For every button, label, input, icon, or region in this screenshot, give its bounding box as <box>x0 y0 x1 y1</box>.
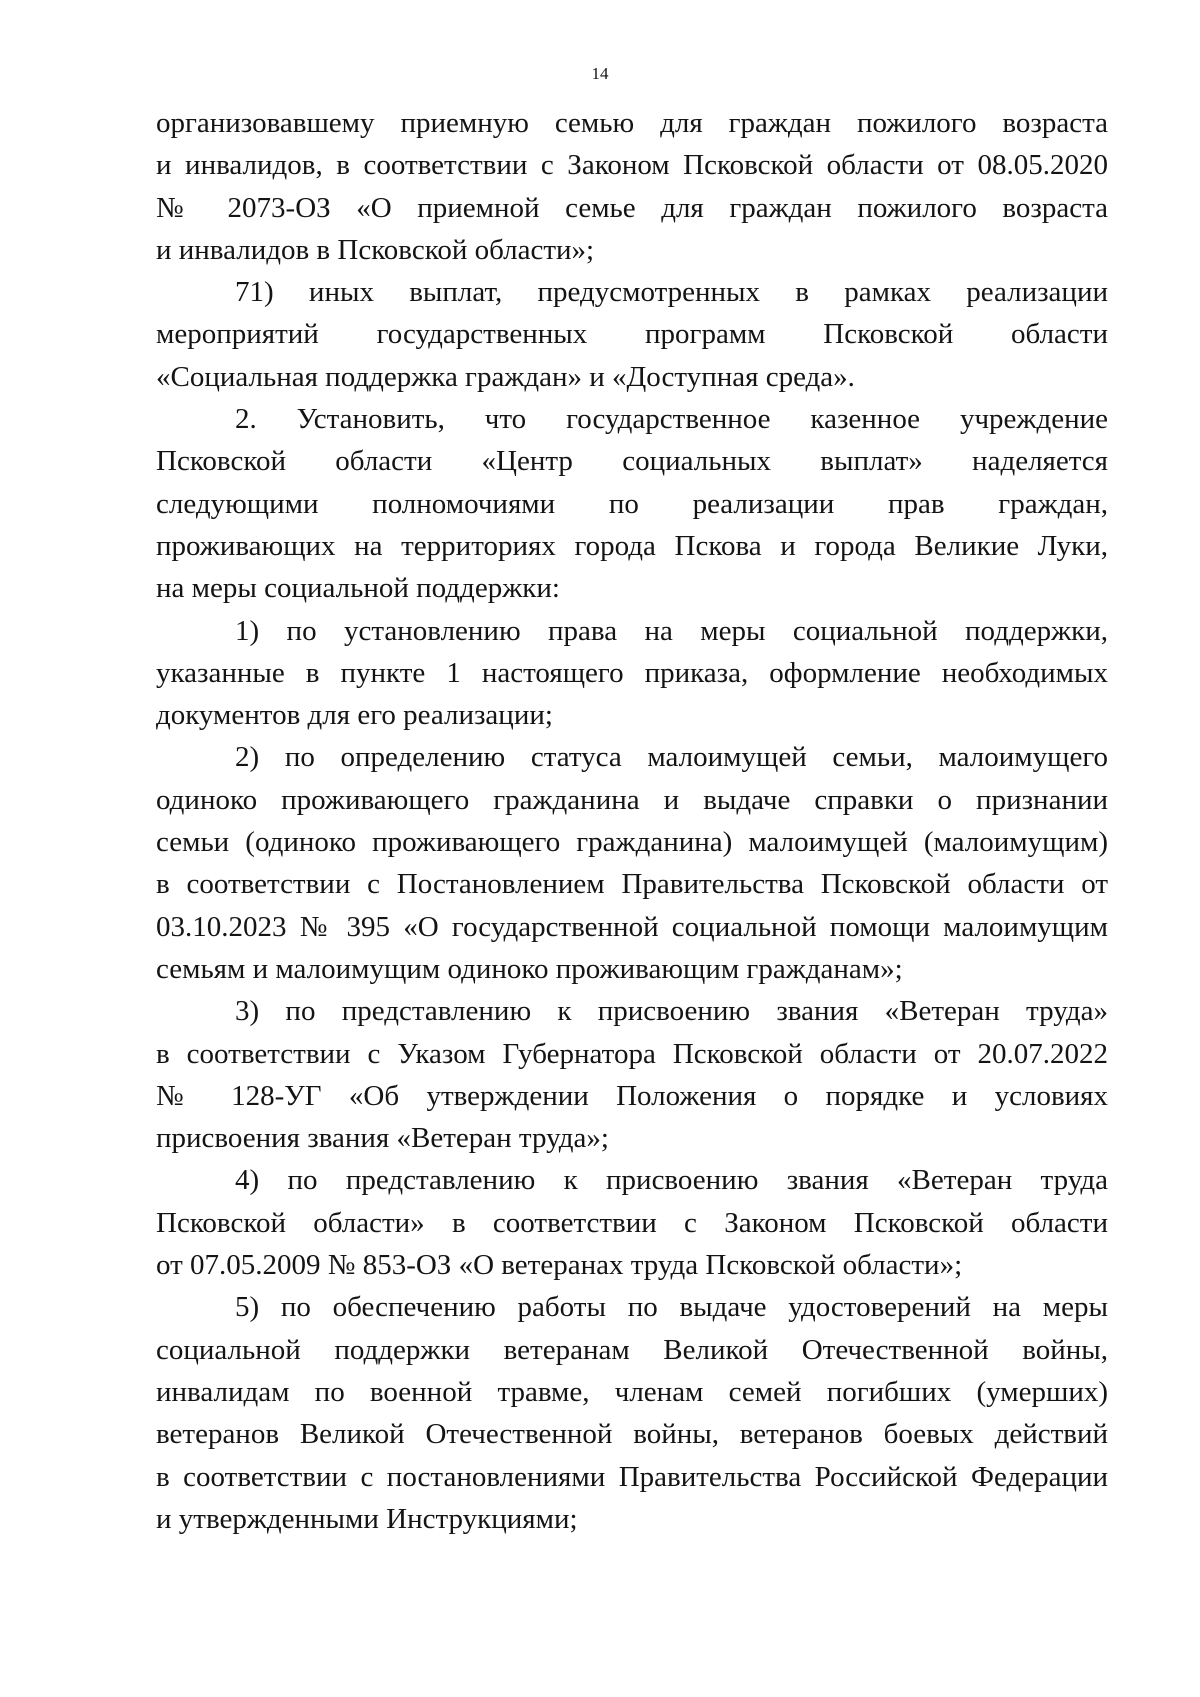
text-line: № 128-УГ «Об утверждении Положения о порядке и условиях <box>156 1079 1108 1112</box>
text-line: 5) по обеспечению работы по выдаче удостоверений на меры <box>235 1291 1108 1324</box>
text-line: и утвержденными Инструкциями; <box>156 1502 578 1535</box>
text-line: Псковской области» в соответствии с Законом Псковской области <box>156 1206 1108 1239</box>
text-line: проживающих на территориях города Пскова и города Великие Луки, <box>156 529 1108 562</box>
paragraph-subitem-4 <box>156 1159 1108 1286</box>
text-line: документов для его реализации; <box>156 699 553 732</box>
text-line: организовавшему приемную семью для граждан пожилого возраста <box>156 107 1108 139</box>
text-line: в соответствии с Постановлением Правительства Псковской области от <box>156 868 1108 901</box>
text-line: одиноко проживающего гражданина и выдаче справки о признании <box>156 783 1108 816</box>
text-line: «Социальная поддержка граждан» и «Доступная среда». <box>156 360 855 393</box>
text-line: на меры социальной поддержки: <box>156 572 560 605</box>
text-line: от 07.05.2009 № 853-ОЗ «О ветеранах труда Псковской области»; <box>156 1249 963 1282</box>
paragraph-subitem-1 <box>156 610 1108 737</box>
text-line: 3) по представлению к присвоению звания «Ветеран труда» <box>235 995 1108 1028</box>
text-line: и инвалидов, в соответствии с Законом Псковской области от 08.05.2020 <box>156 149 1108 182</box>
text-line: 4) по представлению к присвоению звания «Ветеран труда <box>235 1164 1108 1197</box>
text-line: социальной поддержки ветеранам Великой Отечественной войны, <box>156 1333 1108 1366</box>
text-line: семьи (одиноко проживающего гражданина) малоимущей (малоимущим) <box>156 826 1108 859</box>
text-line: Псковской области «Центр социальных выплат» наделяется <box>156 445 1108 478</box>
text-line: указанные в пункте 1 настоящего приказа, оформление необходимых <box>156 656 1108 689</box>
text-line: в соответствии с Указом Губернатора Псковской области от 20.07.2022 <box>156 1037 1108 1070</box>
text-line: ветеранов Великой Отечественной войны, ветеранов боевых действий <box>156 1418 1108 1451</box>
text-line: присвоения звания «Ветеран труда»; <box>156 1122 609 1155</box>
paragraph-subitem-2 <box>156 736 1108 990</box>
page-number: 14 <box>591 64 609 83</box>
paragraph-item-71 <box>156 271 1108 398</box>
text-line: 1) по установлению права на меры социальной поддержки, <box>235 614 1108 647</box>
paragraph-continuation <box>156 102 1108 271</box>
text-line: семьям и малоимущим одиноко проживающим гражданам»; <box>156 952 903 985</box>
text-line: мероприятий государственных программ Псковской области <box>156 318 1108 351</box>
text-line: 03.10.2023 № 395 «О государственной социальной помощи малоимущим <box>156 910 1108 943</box>
text-line: инвалидам по военной травме, членам семей погибших (умерших) <box>156 1375 1108 1408</box>
text-line: 2. Установить, что государственное казенное учреждение <box>235 403 1108 436</box>
text-line: и инвалидов в Псковской области»; <box>156 233 595 266</box>
text-line: 2) по определению статуса малоимущей семьи, малоимущего <box>235 741 1108 774</box>
text-line: следующими полномочиями по реализации прав граждан, <box>156 487 1108 520</box>
text-line: № 2073-ОЗ «О приемной семье для граждан пожилого возраста <box>156 191 1108 224</box>
paragraph-point-2 <box>156 398 1108 609</box>
paragraph-subitem-5 <box>156 1286 1108 1540</box>
text-line: в соответствии с постановлениями Правительства Российской Федерации <box>156 1460 1108 1493</box>
document-body <box>156 102 1108 1540</box>
paragraph-subitem-3 <box>156 990 1108 1159</box>
text-line: 71) иных выплат, предусмотренных в рамках реализации <box>235 276 1108 309</box>
